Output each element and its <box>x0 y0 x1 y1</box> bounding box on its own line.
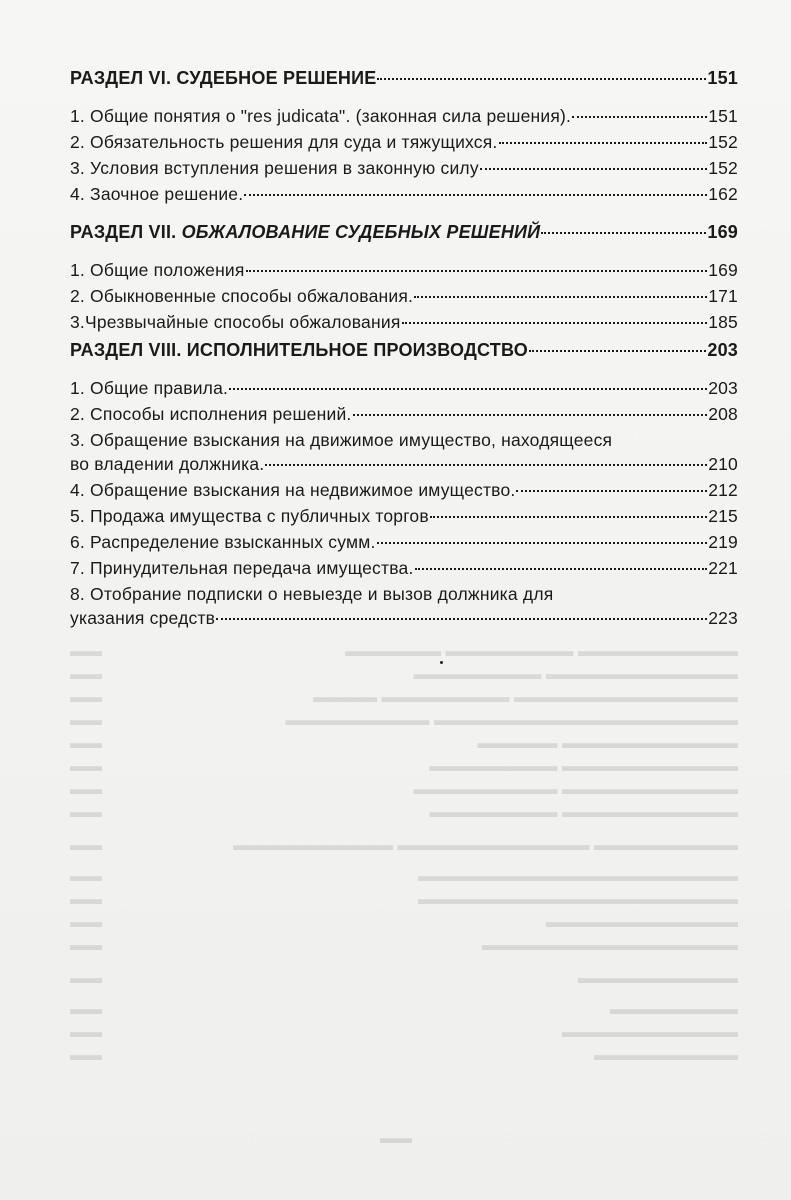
toc-entry <box>70 376 738 400</box>
toc-entry-label: 6. Распределение взысканных сумм. <box>70 532 376 552</box>
section-heading <box>70 336 738 364</box>
toc-entry-page: 152 <box>708 158 738 178</box>
toc-entry-page: 221 <box>708 558 738 578</box>
section-page-number: 169 <box>707 222 738 242</box>
dot-leader <box>499 142 708 144</box>
toc-entry-label: 2. Способы исполнения решений. <box>70 404 352 424</box>
toc-entry <box>70 504 738 528</box>
toc-entry-label: 1. Общие понятия о "res judicata". (законная сила решения). <box>70 106 572 126</box>
section-page-number: 203 <box>707 340 738 360</box>
section-prefix: РАЗДЕЛ VII. <box>70 222 177 242</box>
dot-leader <box>414 296 707 298</box>
section-heading <box>70 218 738 246</box>
section-page-number: 151 <box>707 68 738 88</box>
toc-entry <box>70 478 738 502</box>
toc-entry <box>70 182 738 206</box>
toc-entry-label-line1: 3. Обращение взыскания на движимое имущество, находящееся <box>70 430 613 450</box>
toc-entry-label: во владении должника. <box>70 454 265 474</box>
dot-leader <box>541 232 706 234</box>
toc-entry <box>70 556 738 580</box>
toc-entry-page: 208 <box>708 404 738 424</box>
toc-entry-label: 4. Заочное решение. <box>70 184 244 204</box>
toc-entry-label: 7. Принудительная передача имущества. <box>70 558 414 578</box>
toc-entry-page: 203 <box>708 378 738 398</box>
toc-entry <box>70 104 738 128</box>
toc-entry <box>70 130 738 154</box>
dot-leader <box>572 116 707 118</box>
dot-leader <box>265 464 707 466</box>
dot-leader <box>377 78 706 80</box>
toc-entry-label: 5. Продажа имущества с публичных торгов <box>70 506 429 526</box>
toc-entry-label: указания средств <box>70 608 216 628</box>
toc-entry-label: 3. Условия вступления решения в законную силу <box>70 158 479 178</box>
toc-entry <box>70 402 738 426</box>
dot-leader <box>229 388 707 390</box>
toc-entry-page: 219 <box>708 532 738 552</box>
toc-entry-label: 2. Обыкновенные способы обжалования. <box>70 286 414 306</box>
dot-leader <box>377 542 708 544</box>
section-title: ИСПОЛНИТЕЛЬНОЕ ПРОИЗВОДСТВО <box>186 340 528 360</box>
dot-leader <box>529 350 706 352</box>
toc-entry-page: 171 <box>708 286 738 306</box>
toc-entry <box>70 310 738 334</box>
toc-entry <box>70 258 738 282</box>
dot-leader <box>353 414 708 416</box>
dot-leader <box>516 490 707 492</box>
section-heading <box>70 64 738 92</box>
section-title: ОБЖАЛОВАНИЕ СУДЕБНЫХ РЕШЕНИЙ <box>181 222 541 242</box>
dot-leader <box>216 618 707 620</box>
dot-leader <box>402 322 708 324</box>
toc-entry-page: 223 <box>708 608 738 628</box>
toc-entry-label: 3.Чрезвычайные способы обжалования <box>70 312 401 332</box>
toc-entry-label: 2. Обязательность решения для суда и тяжущихся. <box>70 132 498 152</box>
toc-entry-page: 169 <box>708 260 738 280</box>
toc-entry-page: 185 <box>708 312 738 332</box>
dot-leader <box>244 194 707 196</box>
section-title: СУДЕБНОЕ РЕШЕНИЕ <box>176 68 377 88</box>
toc-entry-page: 151 <box>708 106 738 126</box>
print-speck <box>440 661 443 664</box>
toc-entry-page: 162 <box>708 184 738 204</box>
toc-entry-label-line1: 8. Отобрание подписки о невыезде и вызов должника для <box>70 584 554 604</box>
toc-entry-page: 210 <box>708 454 738 474</box>
bleed-through-page-number: ▬▬ <box>380 1130 412 1147</box>
dot-leader <box>246 270 708 272</box>
toc-entry <box>70 606 738 630</box>
toc-entry-label: 1. Общие положения <box>70 260 245 280</box>
toc-entry <box>70 284 738 308</box>
toc-entry <box>70 452 738 476</box>
toc-entry <box>70 156 738 180</box>
toc-entry-label: 1. Общие правила. <box>70 378 229 398</box>
dot-leader <box>480 168 707 170</box>
bleed-through-text: ▬▬▬▬▬▬▬▬▬▬ ▬▬▬▬▬▬▬▬ ▬▬▬▬▬▬ ▬▬ ▬▬▬▬▬▬▬▬▬▬▬▬ ▬▬▬▬▬▬▬▬ ▬▬ ▬▬▬▬▬▬▬▬▬▬▬▬▬▬ ▬▬▬▬▬▬▬▬ ▬▬▬▬ ▬▬ ▬▬▬▬▬▬▬▬▬▬▬▬▬▬▬▬▬▬▬ ▬▬▬▬▬▬▬▬▬ ▬▬ ▬▬▬▬▬▬▬▬▬▬▬ ▬▬▬▬▬ ▬▬ ▬▬▬▬▬▬▬▬▬▬▬ ▬▬▬▬▬▬▬▬ ▬▬ ▬▬▬▬▬▬▬▬▬▬▬ ▬▬▬▬▬▬▬▬▬ ▬▬ ▬▬▬▬▬▬▬▬▬▬▬ ▬▬▬▬▬▬▬▬ ▬▬ ▬▬▬▬▬▬▬▬▬ ▬▬▬▬▬▬▬▬▬▬▬▬ ▬▬▬▬▬▬▬▬▬▬ ▬▬ ▬▬▬▬▬▬▬▬▬▬▬▬▬▬▬▬▬▬▬▬ ▬▬ ▬▬▬▬▬▬▬▬▬▬▬▬▬▬▬▬▬▬▬▬ ▬▬ ▬▬▬▬▬▬▬▬▬▬▬▬ ▬▬ ▬▬▬▬▬▬▬▬▬▬▬▬▬▬▬▬ ▬▬ ▬▬▬▬▬▬▬▬▬▬ ▬▬ ▬▬▬▬▬▬▬▬ ▬▬ ▬▬▬▬▬▬▬▬▬▬▬ ▬▬ ▬▬▬▬▬▬▬▬▬ ▬▬ <box>70 643 738 1064</box>
dot-leader <box>430 516 707 518</box>
dot-leader <box>415 568 708 570</box>
toc-entry-page: 152 <box>708 132 738 152</box>
toc-entry <box>70 530 738 554</box>
section-prefix: РАЗДЕЛ VI. <box>70 68 172 88</box>
table-of-contents <box>70 64 738 630</box>
section-prefix: РАЗДЕЛ VIII. <box>70 340 182 360</box>
toc-entry-page: 215 <box>708 506 738 526</box>
toc-entry-page: 212 <box>708 480 738 500</box>
toc-entry-label: 4. Обращение взыскания на недвижимое имущество. <box>70 480 516 500</box>
